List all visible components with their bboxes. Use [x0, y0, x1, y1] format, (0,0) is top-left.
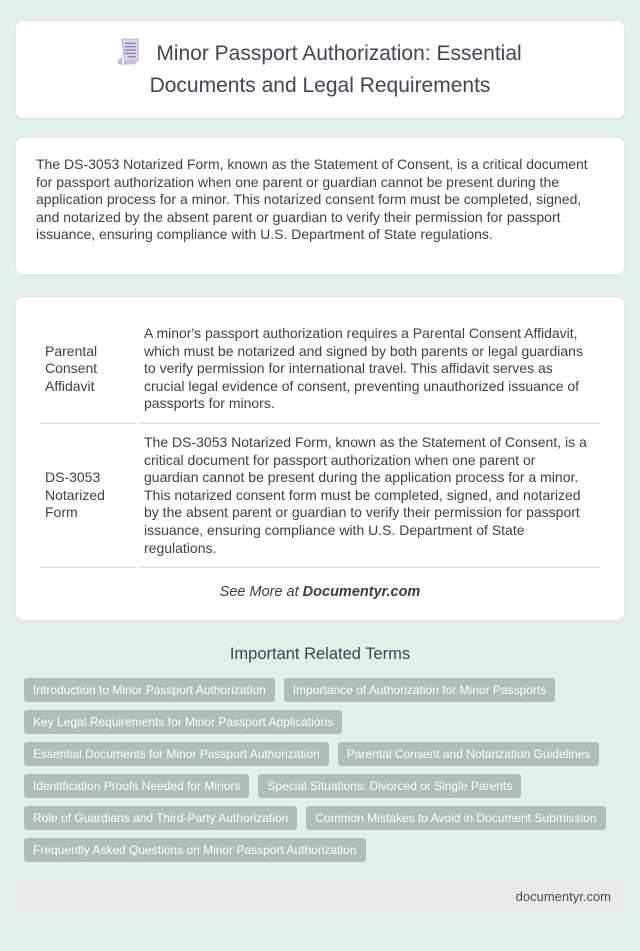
related-term-chip[interactable]: Parental Consent and Notarization Guidelines [338, 742, 599, 766]
term-name-cell: DS-3053 Notarized Form [40, 424, 135, 568]
related-term-chip[interactable]: Special Situations: Divorced or Single Parents [258, 774, 521, 798]
related-term-chip[interactable]: Importance of Authorization for Minor Passports [284, 678, 555, 702]
related-term-chip[interactable]: Role of Guardians and Third-Party Authorization [24, 806, 297, 830]
related-term-chip[interactable]: Key Legal Requirements for Minor Passport Applications [24, 710, 342, 734]
term-description-cell: The DS-3053 Notarized Form, known as the Statement of Consent, is a critical document for passport authorization when one parent or guardian cannot be present during the application process for a minor. This notarized consent form must be completed, signed, and notarized by the absent parent or guardian to verify their permission for passport issuance, ensuring compliance with U.S. Department of State regulations. [139, 424, 600, 568]
receipt-icon [118, 38, 141, 65]
see-more-note [36, 584, 604, 600]
terms-table-card [15, 296, 625, 621]
footer-bar [15, 880, 625, 913]
table-row [40, 315, 600, 424]
see-more-prefix: See More at [219, 584, 303, 601]
term-name-cell: Parental Consent Affidavit [40, 315, 135, 424]
related-term-chip[interactable]: Frequently Asked Questions on Minor Passport Authorization [24, 838, 366, 862]
page-title-text: Minor Passport Authorization: Essential Documents and Legal Requirements [149, 42, 522, 97]
related-term-chip[interactable]: Essential Documents for Minor Passport Authorization [24, 742, 329, 766]
table-row [40, 424, 600, 568]
related-term-chip[interactable]: Identification Proofs Needed for Minors [24, 774, 249, 798]
related-term-chip[interactable]: Introduction to Minor Passport Authorization [24, 678, 275, 702]
footer-site-label: documentyr.com [515, 889, 611, 905]
related-terms-chips [24, 678, 625, 870]
related-terms-heading: Important Related Terms [229, 645, 411, 664]
related-term-chip[interactable]: Common Mistakes to Avoid in Document Submission [306, 806, 605, 830]
term-description-cell: A minor's passport authorization requires a Parental Consent Affidavit, which must be notarized and signed by both parents or legal guardians to verify permission for international travel. This affidavit serves as crucial legal evidence of consent, preventing unauthorized issuance of passports for minors. [139, 315, 600, 424]
page-title [70, 38, 570, 102]
intro-paragraph: The DS-3053 Notarized Form, known as the Statement of Consent, is a critical document for passport authorization when one parent or guardian cannot be present during the application process for a minor. This notarized consent form must be completed, signed, and notarized by the absent parent or guardian to verify their permission for passport issuance, ensuring compliance with U.S. Department of State regulations. [36, 156, 588, 243]
terms-table [36, 315, 604, 568]
see-more-site: Documentyr.com [302, 584, 421, 601]
intro-card [15, 137, 625, 275]
header-card [15, 20, 625, 119]
